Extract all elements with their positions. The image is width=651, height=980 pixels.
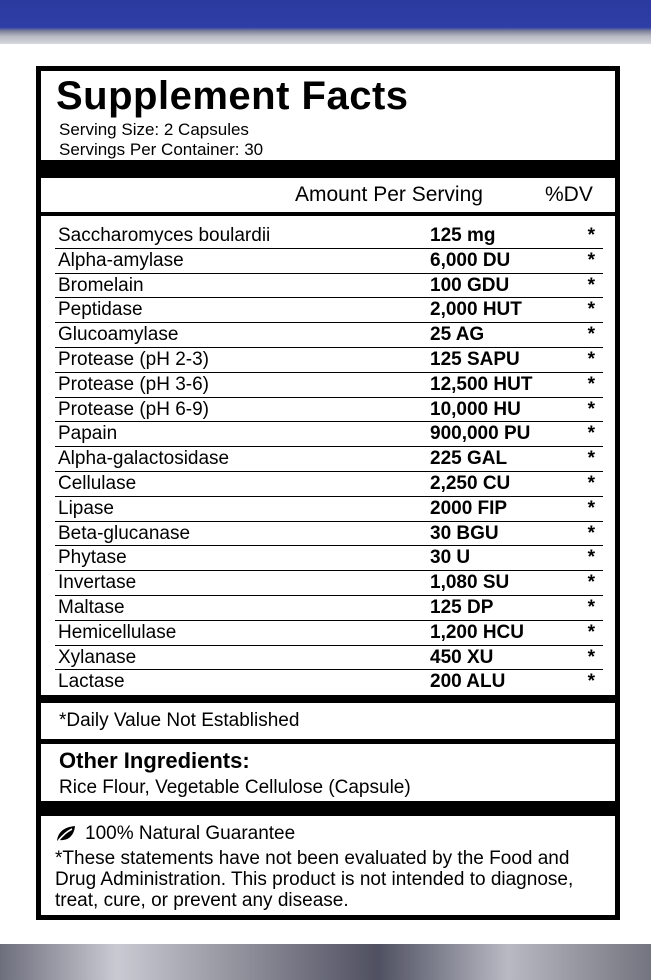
ingredient-name: Peptidase [58, 299, 143, 321]
servings-per-container: Servings Per Container: 30 [59, 140, 264, 159]
ingredient-name: Cellulase [58, 472, 137, 494]
ingredient-dv: * [587, 621, 595, 643]
ingredient-amount: 900,000 PU [430, 423, 531, 445]
ingredient-name: Beta-glucanase [58, 522, 191, 544]
ingredient-name: Glucoamylase [58, 324, 179, 346]
label-title: Supplement Facts [56, 74, 409, 118]
ingredient-row [55, 670, 603, 695]
ingredient-dv: * [587, 497, 595, 519]
ingredient-row [55, 398, 603, 423]
guarantee-text: 100% Natural Guarantee [85, 823, 296, 844]
ingredient-name: Lipase [58, 497, 114, 519]
column-header-panel [41, 178, 615, 212]
guarantee-panel [41, 816, 615, 915]
ingredient-dv: * [587, 274, 595, 296]
dv-note-panel [41, 703, 615, 739]
ingredient-row [55, 323, 603, 348]
ingredient-name: Protease (pH 3-6) [58, 373, 210, 395]
ingredient-name: Papain [58, 423, 118, 445]
guarantee-line [55, 822, 295, 846]
serving-size: Serving Size: 2 Capsules [59, 120, 249, 139]
ingredient-dv: * [587, 423, 595, 445]
ingredient-name: Alpha-amylase [58, 249, 184, 271]
ingredient-amount: 10,000 HU [430, 398, 521, 420]
ingredient-dv: * [587, 522, 595, 544]
ingredient-dv: * [587, 225, 595, 246]
supplement-facts-label [36, 66, 620, 920]
ingredient-amount: 450 XU [430, 646, 494, 668]
ingredient-name: Lactase [58, 671, 125, 693]
ingredient-amount: 225 GAL [430, 448, 508, 470]
ingredient-dv: * [587, 448, 595, 470]
ingredient-amount: 125 mg [430, 225, 496, 246]
ingredient-dv: * [587, 646, 595, 668]
other-ingredients-text: Rice Flour, Vegetable Cellulose (Capsule) [59, 777, 411, 798]
ingredient-row [55, 373, 603, 398]
ingredient-name: Maltase [58, 596, 125, 618]
ingredient-name: Protease (pH 6-9) [58, 398, 210, 420]
ingredient-row [55, 422, 603, 447]
ingredient-row [55, 298, 603, 323]
ingredient-amount: 2,250 CU [430, 472, 511, 494]
ingredient-dv: * [587, 249, 595, 271]
ingredient-name: Invertase [58, 572, 137, 594]
ingredient-amount: 1,200 HCU [430, 621, 524, 643]
ingredient-row [55, 621, 603, 646]
ingredient-amount: 12,500 HUT [430, 373, 533, 395]
ingredient-amount: 1,080 SU [430, 572, 510, 594]
ingredient-dv: * [587, 373, 595, 395]
ingredient-dv: * [587, 348, 595, 370]
ingredient-dv: * [587, 596, 595, 618]
ingredient-amount: 2,000 HUT [430, 299, 522, 321]
ingredient-row [55, 224, 603, 249]
ingredient-name: Protease (pH 2-3) [58, 348, 210, 370]
ingredient-dv: * [587, 572, 595, 594]
ingredient-row [55, 274, 603, 299]
top-decorative-band [0, 0, 651, 44]
ingredient-name: Phytase [58, 547, 127, 569]
ingredient-amount: 6,000 DU [430, 249, 511, 271]
ingredient-row [55, 348, 603, 373]
amount-per-serving-header: Amount Per Serving [295, 183, 483, 206]
leaf-icon [55, 825, 77, 843]
ingredient-row [55, 249, 603, 274]
ingredient-amount: 200 ALU [430, 671, 506, 693]
ingredient-row [55, 596, 603, 621]
ingredient-dv: * [587, 472, 595, 494]
ingredient-row [55, 497, 603, 522]
other-ingredients-heading: Other Ingredients: [59, 748, 250, 773]
ingredient-row [55, 522, 603, 547]
ingredient-name: Alpha-galactosidase [58, 448, 230, 470]
ingredient-name: Hemicellulase [58, 621, 177, 643]
ingredient-amount: 30 U [430, 547, 471, 569]
bottom-decorative-band [0, 944, 651, 980]
ingredient-dv: * [587, 299, 595, 321]
title-panel [41, 71, 615, 160]
ingredient-name: Bromelain [58, 274, 144, 296]
ingredient-dv: * [587, 398, 595, 420]
fda-disclaimer: *These statements have not been evaluated by the Food and Drug Administration. This product is not intended to diagnose, treat, cure, or prevent any disease. [55, 848, 574, 911]
ingredient-dv: * [587, 671, 595, 693]
ingredient-amount: 30 BGU [430, 522, 499, 544]
ingredients-list [55, 224, 603, 695]
ingredient-row [55, 546, 603, 571]
other-ingredients-panel [41, 744, 615, 801]
ingredient-amount: 25 AG [430, 324, 485, 346]
ingredient-amount: 2000 FIP [430, 497, 508, 519]
ingredient-amount: 125 SAPU [430, 348, 520, 370]
dv-header: %DV [545, 183, 593, 206]
ingredient-amount: 100 GDU [430, 274, 510, 296]
daily-value-note: *Daily Value Not Established [59, 710, 300, 731]
ingredient-row [55, 646, 603, 671]
ingredient-amount: 125 DP [430, 596, 494, 618]
ingredient-name: Saccharomyces boulardii [58, 225, 271, 246]
ingredient-dv: * [587, 547, 595, 569]
ingredient-name: Xylanase [58, 646, 137, 668]
ingredient-row [55, 571, 603, 596]
ingredient-row [55, 447, 603, 472]
ingredient-row [55, 472, 603, 497]
ingredients-panel [41, 216, 615, 695]
ingredient-dv: * [587, 324, 595, 346]
